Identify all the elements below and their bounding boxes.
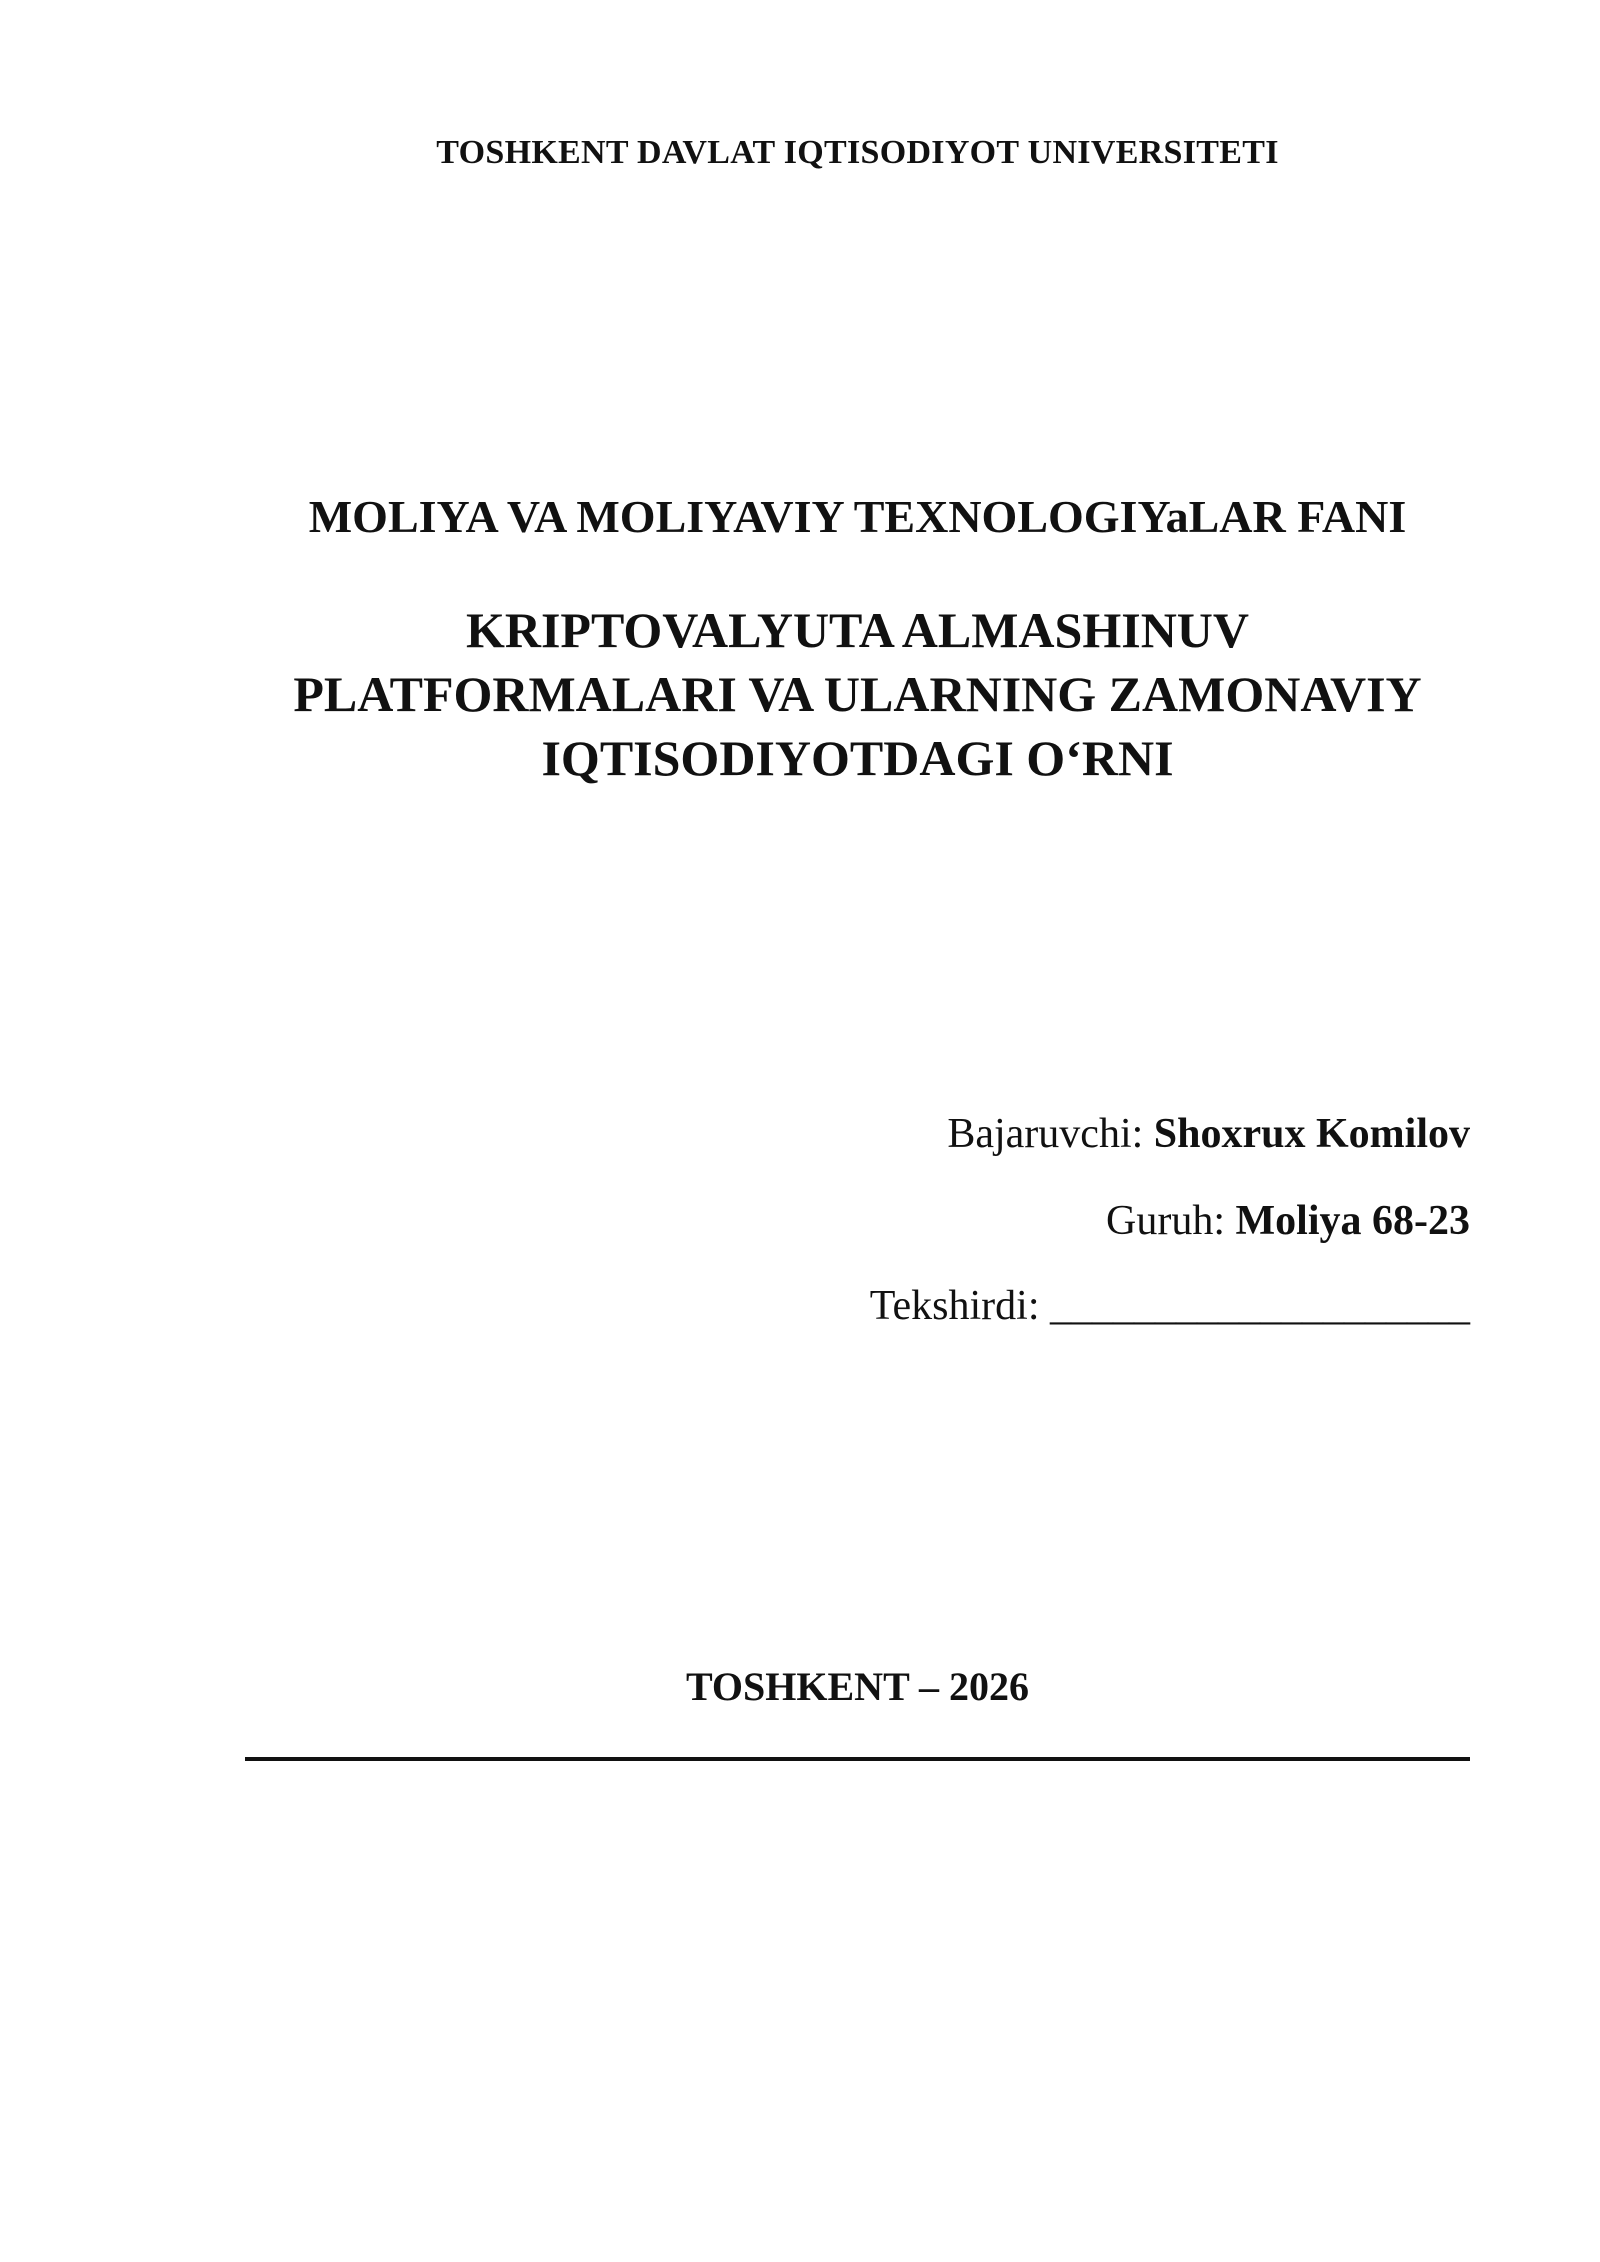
checker-label: Tekshirdi:: [869, 1283, 1040, 1329]
executor-row: [947, 1110, 1470, 1158]
checker-signature-line: ____________________: [1050, 1283, 1470, 1329]
horizontal-rule: [245, 1757, 1470, 1761]
city-year: TOSHKENT – 2026: [685, 1664, 1030, 1709]
executor-label: Bajaruvchi:: [947, 1111, 1144, 1157]
report-title-line-3: IQTISODIYOTDAGI O‘RNI: [541, 730, 1174, 786]
report-title-line-2: PLATFORMALARI VA ULARNING ZAMONAVIY: [293, 666, 1422, 722]
group-name: Moliya 68-23: [1235, 1198, 1470, 1244]
university-name: TOSHKENT DAVLAT IQTISODIYOT UNIVERSITETI: [436, 134, 1279, 171]
report-title-line-1: KRIPTOVALYUTA ALMASHINUV: [465, 602, 1250, 658]
group-label: Guruh:: [1106, 1198, 1226, 1244]
report-title: [245, 598, 1470, 790]
group-row: [1106, 1197, 1470, 1245]
checker-row: [870, 1282, 1470, 1330]
executor-name: Shoxrux Komilov: [1153, 1111, 1470, 1157]
subject-title: MOLIYA VA MOLIYAVIY TEXNOLOGIYaLAR FANI: [308, 491, 1407, 542]
